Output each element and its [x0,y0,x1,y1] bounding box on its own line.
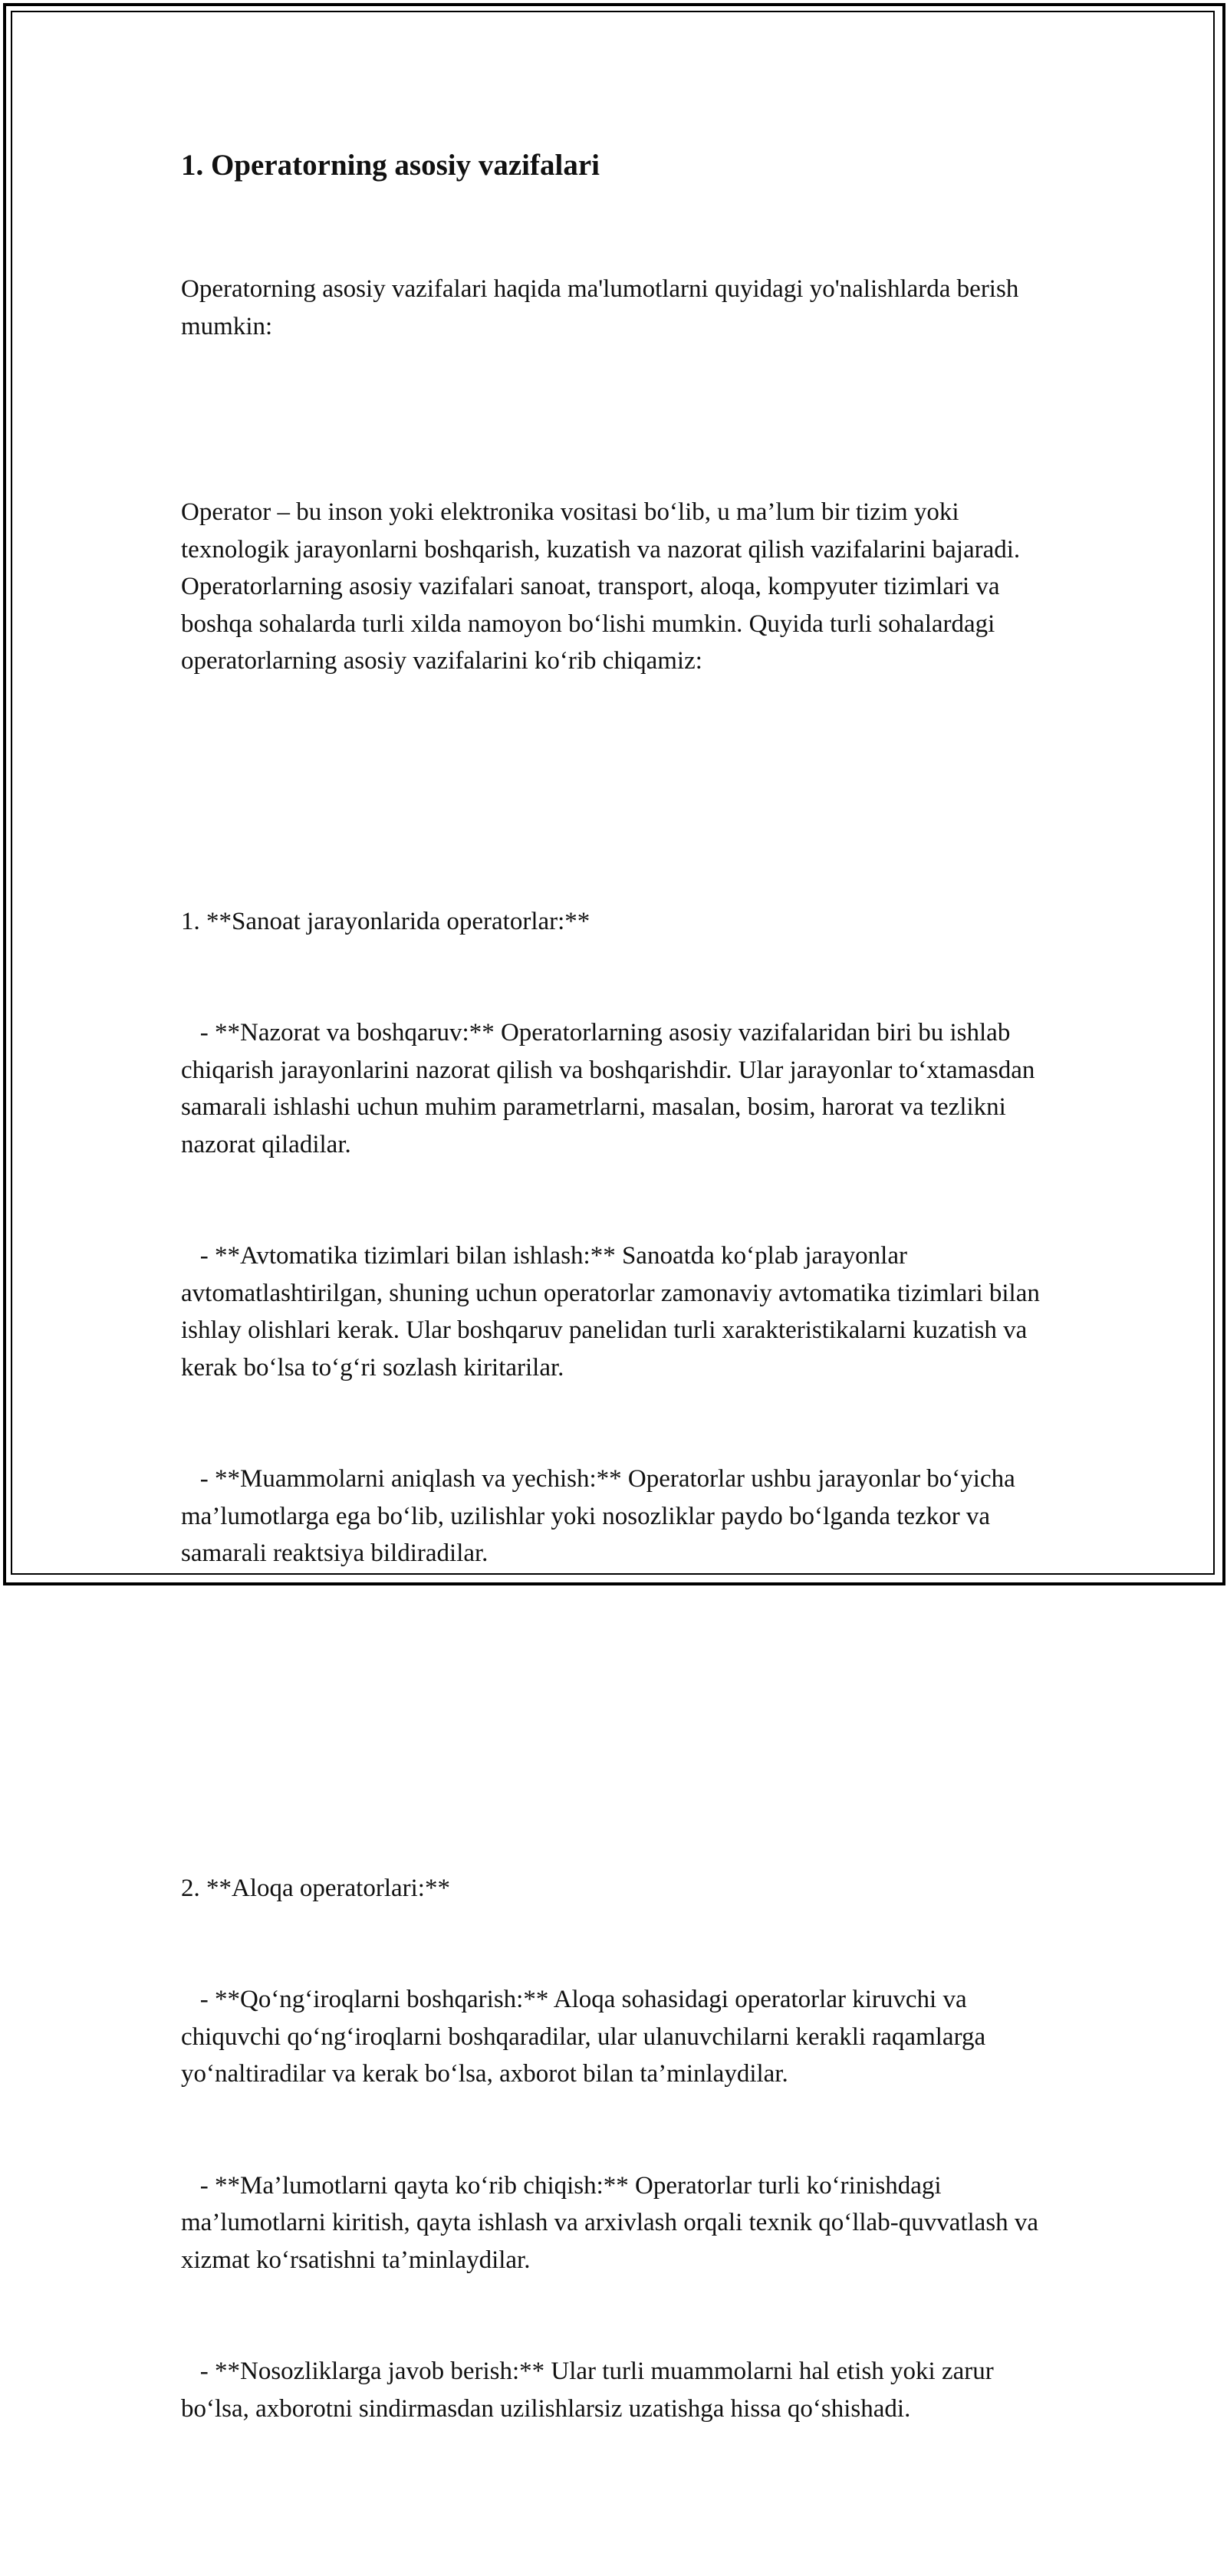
list-item: - **Avtomatika tizimlari bilan ishlash:** Sanoatda ko‘plab jarayonlar avtomatlashtirilgan, shuning uchun operatorlar zamonaviy avtomatika tizimlari bilan ishlay olishlari kerak. Ular boshqaruv panelidan turli xarakteristikalarni kuzatish va kerak bo‘lsa to‘g‘ri sozlash kiritarilar. [181,1242,1047,1382]
list-item: - **Muammolarni aniqlash va yechish:** Operatorlar ushbu jarayonlar bo‘yicha ma’lumotlarga ega bo‘lib, uzilishlar yoki nosozliklar paydo bo‘lganda tezkor va samarali reaktsiya bildiradilar. [181,1465,1022,1567]
section-title-communication: 2. **Aloqa operatorlari:** [181,1874,450,1902]
list-item: - **Nazorat va boshqaruv:** Operatorlarning asosiy vazifalaridan biri bu ishlab chiqarish jarayonlarini nazorat qilish va boshqarishdir. Ular jarayonlar to‘xtamasdan samarali ishlashi uchun muhim parametrlarni, masalan, bosim, harorat va tezlikni nazorat qiladilar. [181,1019,1041,1158]
list-item: - **Qo‘ng‘iroqlarni boshqarish:** Aloqa sohasidagi operatorlar kiruvchi va chiquvchi qo‘ng‘iroqlarni boshqaradilar, ular ulanuvchilarni kerakli raqamlarga yo‘naltiradilar va kerak bo‘lsa, axborot bilan ta’minlaydilar. [181,1986,992,2088]
list-item: - **Nosozliklarga javob berish:** Ular turli muammolarni hal etish yoki zarur bo‘lsa, axborotni sindirmasdan uzilishlarsiz uzatishga hissa qo‘shishadi. [181,2358,1000,2423]
intro-paragraph: Operatorning asosiy vazifalari haqida ma'lumotlarni quyidagi yo'nalishlarda berish mumkin: [181,275,1025,340]
section-industrial [181,829,1055,1647]
section-heading: 1. Operatorning asosiy vazifalari [181,149,600,182]
section-communication [181,1796,1055,2502]
list-item: - **Ma’lumotlarni qayta ko‘rib chiqish:** Operatorlar turli ko‘rinishdagi ma’lumotlarni kiritish, qayta ishlash va arxivlash orqali texnik qo‘llab-quvvatlash va xizmat ko‘rsatishni ta’minlaydilar. [181,2171,1045,2274]
section-title-industrial: 1. **Sanoat jarayonlarida operatorlar:** [181,907,590,935]
definition-paragraph: Operator – bu inson yoki elektronika vositasi bo‘lib, u ma’lum bir tizim yoki texnologik jarayonlarni boshqarish, kuzatish va nazorat qilish vazifalarini bajaradi. Operatorlarning asosiy vazifalari sanoat, transport, aloqa, kompyuter tizimlari va boshqa sohalarda turli xilda namoyon bo‘lishi mumkin. Quyida turli sohalardagi operatorlarning asosiy vazifalarini ko‘rib chiqamiz: [181,498,1027,675]
document-text [181,196,1055,2576]
document-body [181,144,1055,2576]
